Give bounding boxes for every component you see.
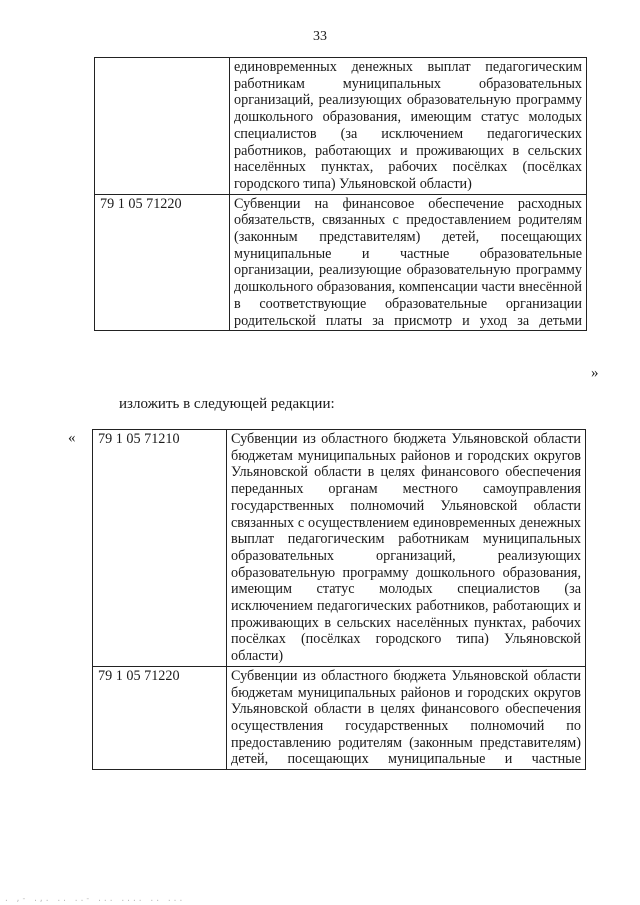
table-row <box>93 430 586 667</box>
budget-code-cell: 79 1 05 71220 <box>95 194 230 331</box>
table-row <box>95 194 587 331</box>
budget-code-cell: 79 1 05 71220 <box>93 666 227 769</box>
description-cell: Субвенции на финансовое обеспечение расходных обязательств, связанных с предоставлением родителям (законным представителям) детей, посещающих муниципальные и частные образовательные организации, реализующие образовательную программу дошкольного образования, компенсации части внесённой в соответствующие образовательные организации родительской платы за присмотр и уход за детьми <box>230 194 587 331</box>
table-row <box>95 58 587 195</box>
budget-code-cell <box>95 58 230 195</box>
budget-codes-table-old <box>94 57 587 331</box>
page-number: 33 <box>313 29 327 44</box>
opening-quote: « <box>68 430 76 446</box>
table-row <box>93 666 586 769</box>
closing-quote: » <box>591 365 599 381</box>
instruction-text: изложить в следующей редакции: <box>119 396 335 412</box>
budget-codes-table-new <box>92 429 586 770</box>
scan-artifact: . ,- .,. .. ..- ... .... .. ... <box>4 894 185 903</box>
budget-code-cell: 79 1 05 71210 <box>93 430 227 667</box>
description-cell: Субвенции из областного бюджета Ульяновской области бюджетам муниципальных районов и городских округов Ульяновской области в целях финансового обеспечения осуществления государственных полномочий по предоставлению родителям (законным представителям) детей, посещающих муниципальные и частные <box>227 666 586 769</box>
description-cell: единовременных денежных выплат педагогическим работникам муниципальных образовательных организаций, реализующих образовательную программу дошкольного образования, имеющим статус молодых специалистов (за исключением педагогических работников, работающих и проживающих в сельских населённых пунктах, рабочих посёлках (посёлках городского типа) Ульяновской области) <box>230 58 587 195</box>
description-cell: Субвенции из областного бюджета Ульяновской области бюджетам муниципальных районов и городских округов Ульяновской области в целях финансового обеспечения переданных органам местного самоуправления государственных полномочий Ульяновской области связанных с осуществлением единовременных денежных выплат педагогическим работникам муниципальных образовательных организаций, реализующих образовательную программу дошкольного образования, имеющим статус молодых специалистов (за исключением педагогических работников, работающих и проживающих в сельских населённых пунктах, рабочих посёлках (посёлках городского типа) Ульяновской области) <box>227 430 586 667</box>
